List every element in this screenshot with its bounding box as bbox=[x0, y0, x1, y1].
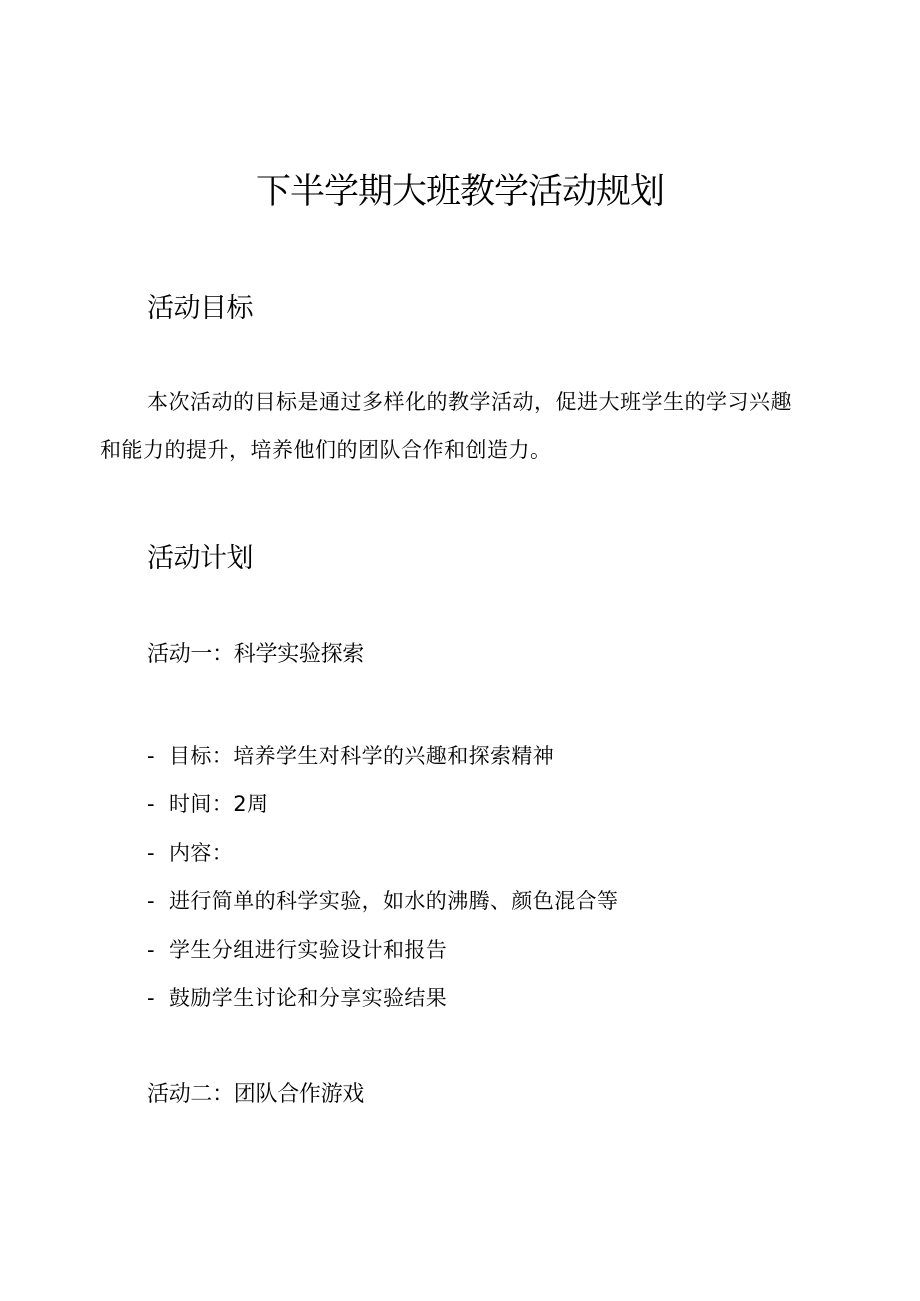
bullet-marker: - bbox=[147, 937, 155, 962]
list-item-text: 内容： bbox=[169, 840, 234, 865]
section-heading-goals: 活动目标 bbox=[147, 293, 253, 324]
list-item-text: 学生分组进行实验设计和报告 bbox=[169, 937, 448, 962]
list-item bbox=[147, 780, 618, 828]
bullet-marker: - bbox=[147, 792, 155, 817]
list-item bbox=[147, 829, 618, 877]
bullet-marker: - bbox=[147, 840, 155, 865]
activity-one-list bbox=[147, 732, 618, 1022]
bullet-marker: - bbox=[147, 985, 155, 1010]
document-title: 下半学期大班教学活动规划 bbox=[255, 172, 664, 212]
list-item bbox=[147, 974, 618, 1022]
bullet-marker: - bbox=[147, 744, 155, 768]
list-item bbox=[147, 926, 618, 974]
list-item-text: 目标：培养学生对科学的兴趣和探索精神 bbox=[169, 744, 555, 768]
list-item-text: 鼓励学生讨论和分享实验结果 bbox=[169, 985, 448, 1010]
goals-paragraph: 本次活动的目标是通过多样化的教学活动，促进大班学生的学习兴趣和能力的提升，培养他们的团队合作和创造力。 bbox=[100, 390, 792, 462]
activity-two-heading: 活动二：团队合作游戏 bbox=[147, 1082, 365, 1107]
list-item bbox=[147, 877, 618, 925]
list-item-text: 进行简单的科学实验，如水的沸腾、颜色混合等 bbox=[169, 889, 619, 914]
activity-one-heading: 活动一：科学实验探索 bbox=[147, 642, 365, 667]
list-item-text: 时间：2周 bbox=[169, 792, 269, 817]
bullet-marker: - bbox=[147, 889, 155, 914]
section-heading-plan: 活动计划 bbox=[147, 543, 253, 574]
list-item bbox=[147, 732, 618, 780]
